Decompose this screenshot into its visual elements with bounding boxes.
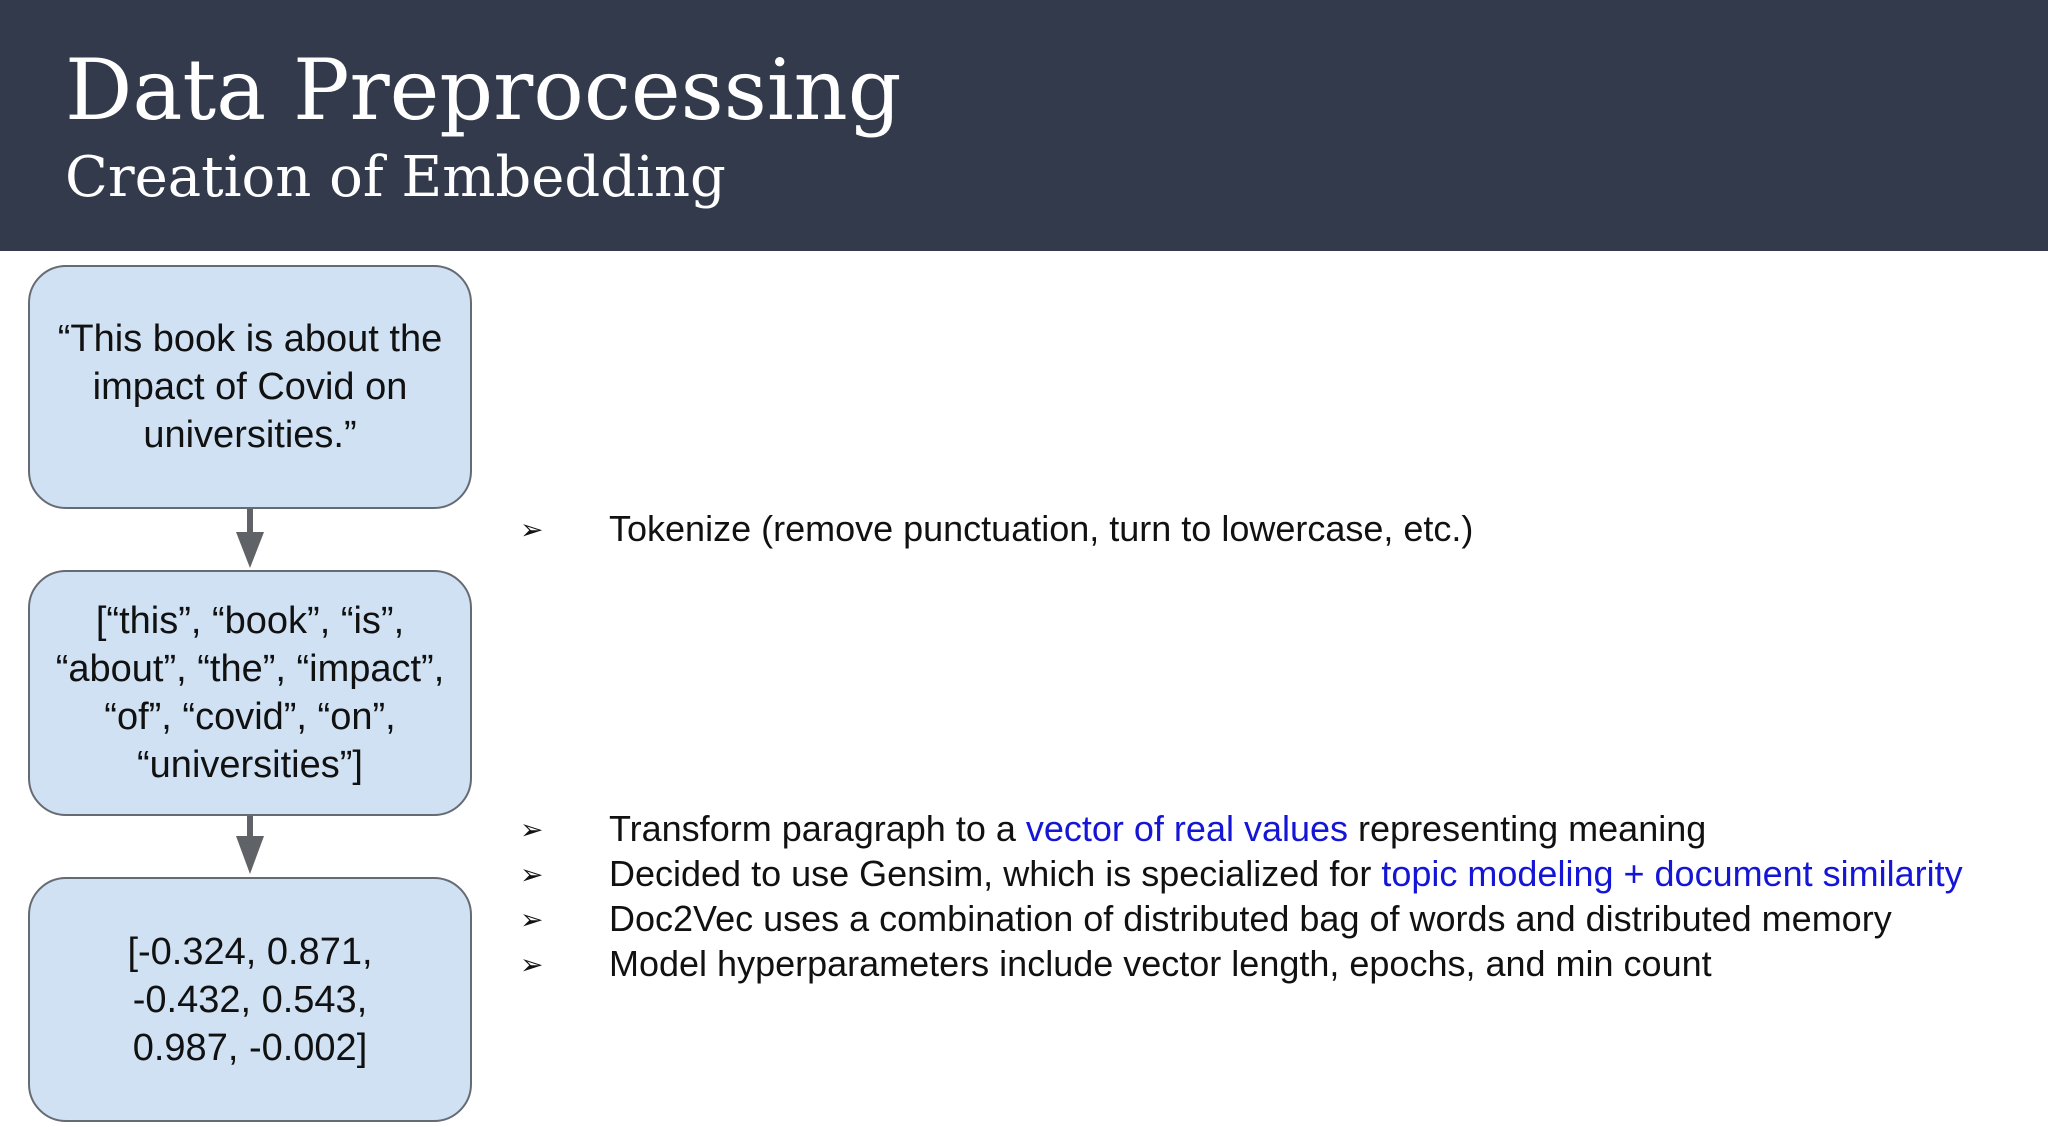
sentence-line: “This book is about the bbox=[57, 318, 443, 360]
bullet-text: Decided to use Gensim, which is specialized for topic modeling + document similarity bbox=[609, 853, 1963, 894]
bullet-embed-vector bbox=[520, 806, 1706, 852]
slide-title: Data Preprocessing bbox=[65, 41, 902, 139]
bullet-arrow-icon: ➢ bbox=[520, 512, 544, 546]
vector-line: 0.987, -0.002] bbox=[132, 1026, 368, 1069]
tokens-line: “about”, “the”, “impact”, bbox=[55, 648, 445, 690]
sentence-line: impact of Covid on bbox=[92, 366, 408, 408]
vector-line: -0.432, 0.543, bbox=[132, 978, 368, 1021]
bullet-arrow-icon: ➢ bbox=[520, 812, 544, 846]
bullet-text: Doc2Vec uses a combination of distributed bag of words and distributed memory bbox=[609, 898, 1892, 939]
bullet-text: Model hyperparameters include vector length, epochs, and min count bbox=[609, 943, 1712, 984]
bullet-arrow-icon: ➢ bbox=[520, 857, 544, 891]
sentence-box bbox=[28, 265, 472, 509]
slide-subtitle: Creation of Embedding bbox=[65, 145, 726, 210]
bullet-embed-gensim bbox=[520, 851, 1963, 897]
tokens-line: “of”, “covid”, “on”, bbox=[104, 696, 396, 738]
tokens-box bbox=[28, 570, 472, 816]
tokens-line: “universities”] bbox=[137, 744, 363, 786]
bullet-embed-hyperparams bbox=[520, 941, 1712, 987]
bullet-tokenize bbox=[520, 506, 1473, 552]
bullet-text: Tokenize (remove punctuation, turn to lowercase, etc.) bbox=[609, 508, 1474, 549]
bullet-arrow-icon: ➢ bbox=[520, 902, 544, 936]
tokens-line: [“this”, “book”, “is”, bbox=[95, 600, 405, 642]
bullet-text: Transform paragraph to a vector of real values representing meaning bbox=[609, 808, 1707, 849]
sentence-line: universities.” bbox=[143, 414, 357, 456]
bullet-embed-doc2vec bbox=[520, 896, 1892, 942]
bullet-arrow-icon: ➢ bbox=[520, 947, 544, 981]
vector-box bbox=[28, 877, 472, 1122]
highlight-text: vector of real values bbox=[1025, 808, 1349, 849]
vector-line: [-0.324, 0.871, bbox=[127, 930, 373, 973]
highlight-text: topic modeling + document similarity bbox=[1381, 853, 1963, 894]
